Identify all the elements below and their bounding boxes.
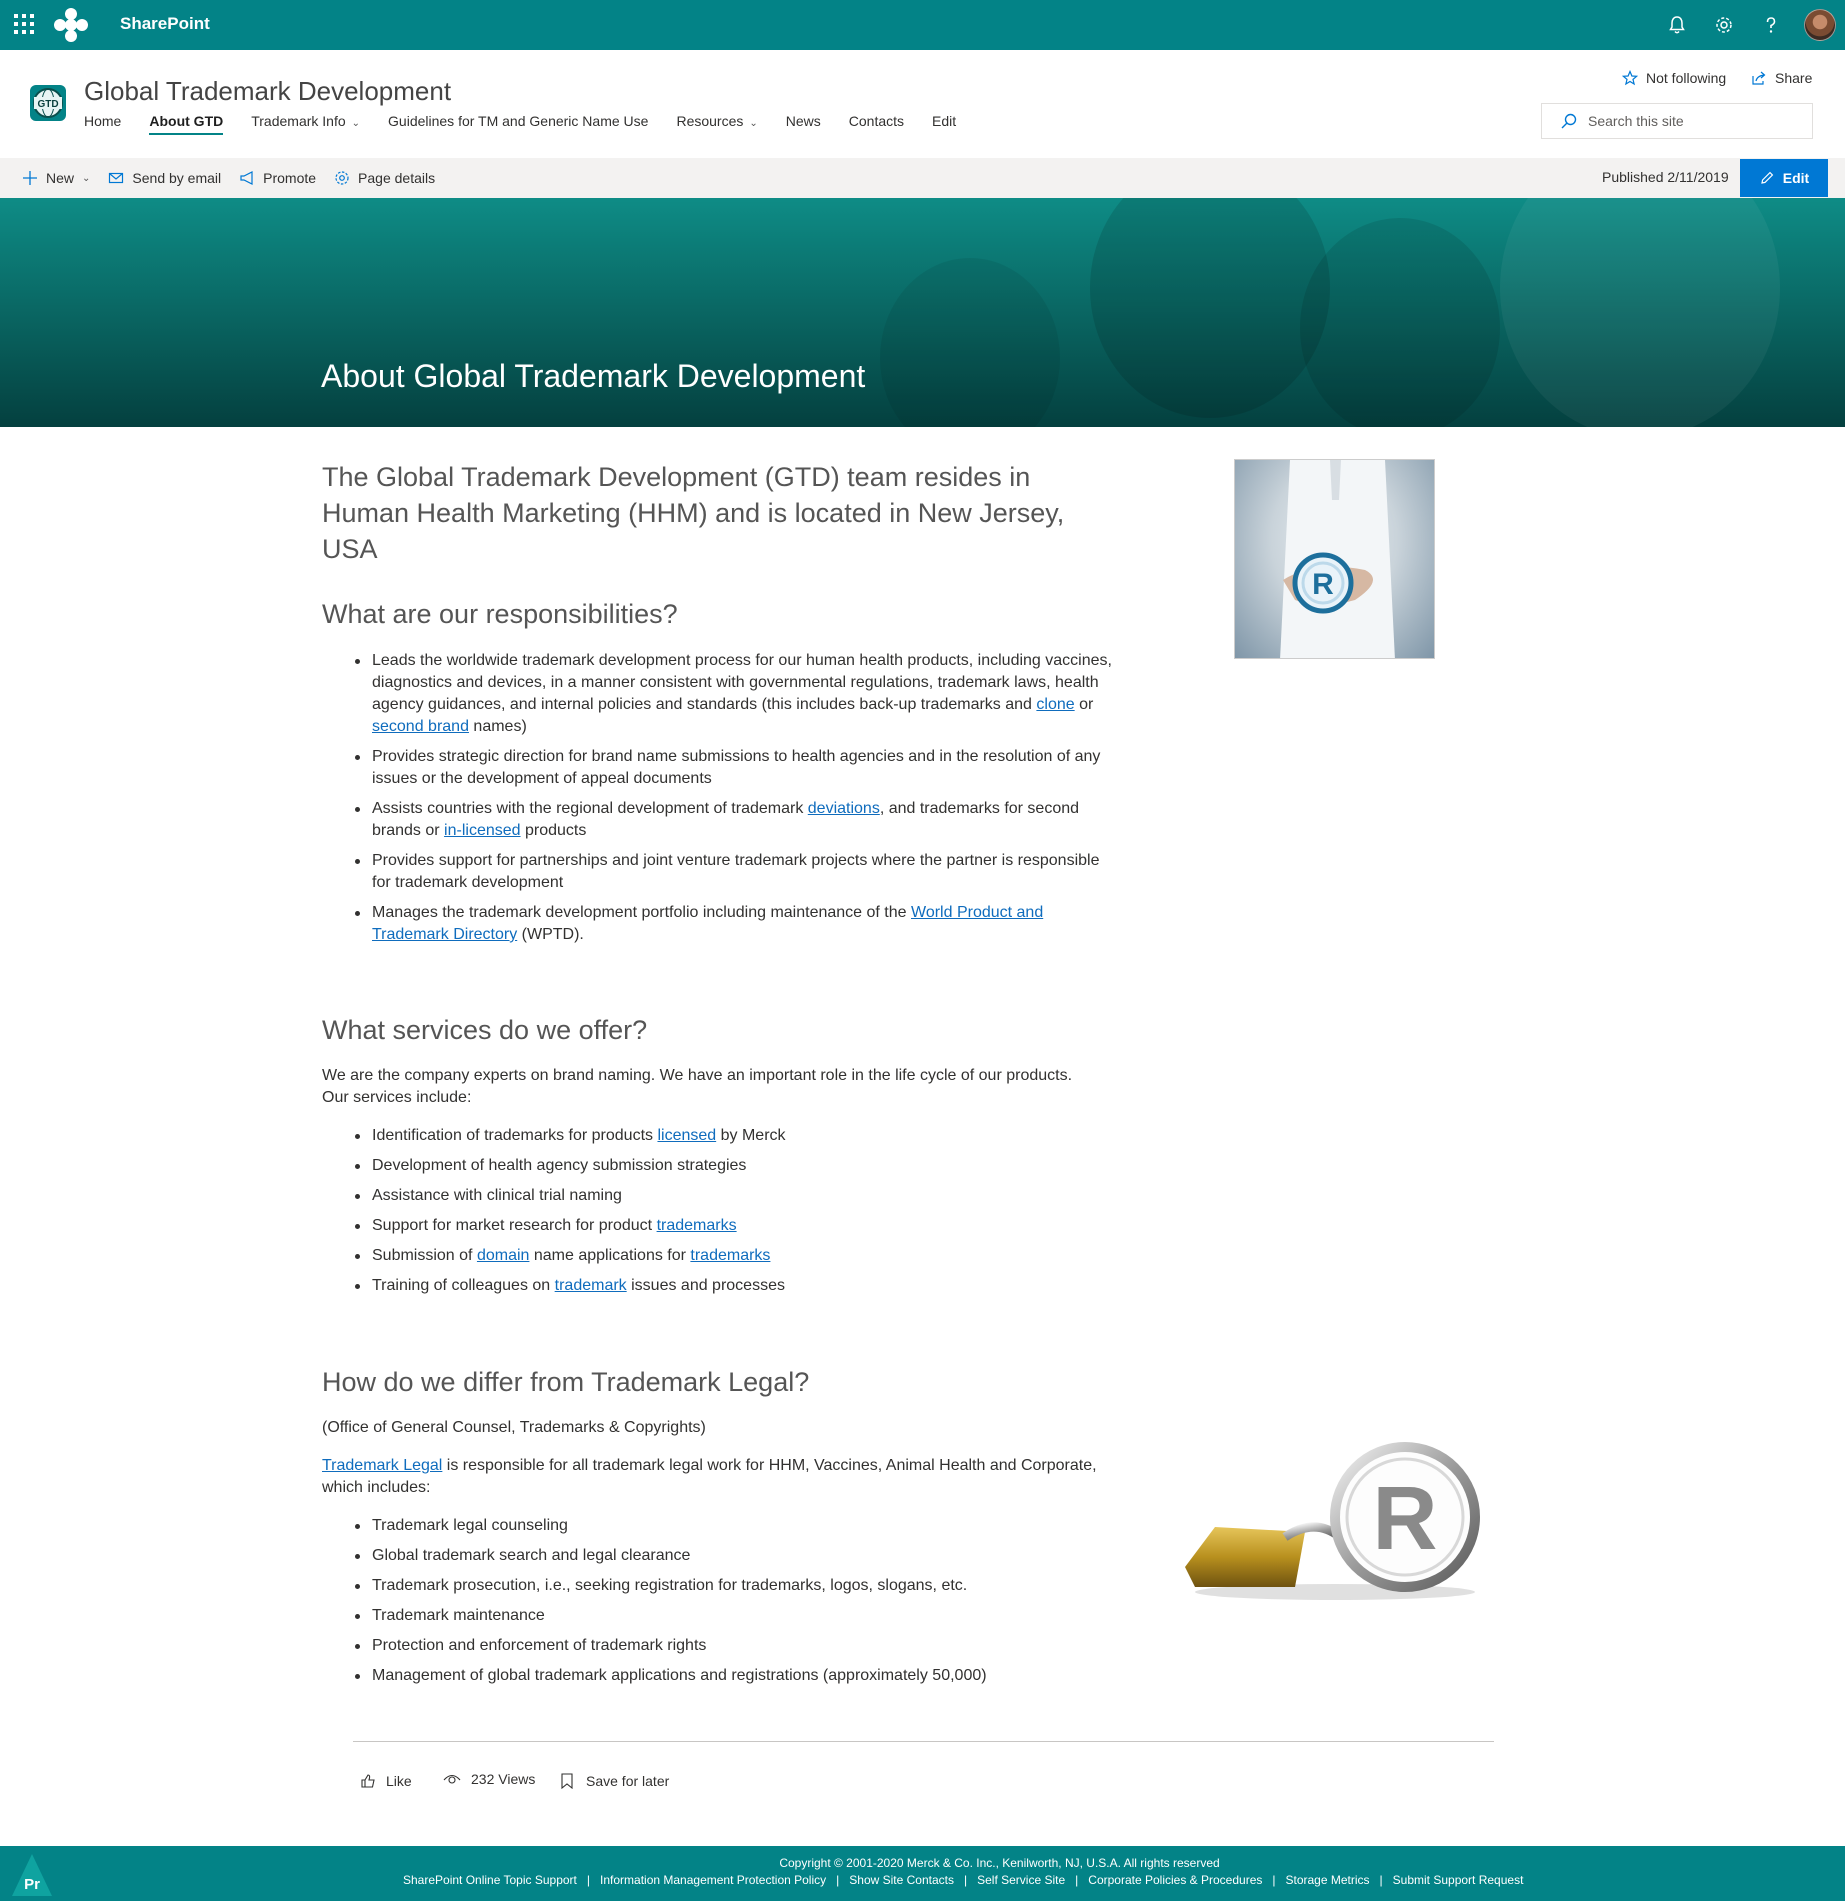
deviations-link[interactable]: deviations: [807, 800, 880, 817]
list-item: Provides support for partnerships and joint venture trademark projects where the partner is responsible for trademark development: [322, 850, 1112, 894]
waffle-icon[interactable]: [14, 14, 34, 34]
nav-label: Contacts: [848, 113, 905, 129]
gear-icon[interactable]: [1713, 14, 1735, 36]
footer-link[interactable]: Submit Support Request: [1392, 1873, 1524, 1887]
nav-label: Edit: [932, 113, 957, 129]
views-count: [443, 1771, 535, 1787]
svg-text:R: R: [1372, 1469, 1438, 1569]
send-label: Send by email: [132, 170, 222, 186]
hero-bg-shape: [1300, 218, 1500, 427]
nav-label: News: [785, 113, 821, 129]
list-item: [322, 902, 1112, 946]
nav-guidelines[interactable]: [388, 112, 648, 142]
new-button[interactable]: [22, 170, 90, 186]
svg-text:R: R: [1312, 568, 1334, 601]
text: , and trademarks for second brands or: [372, 800, 1080, 839]
follow-label: Not following: [1646, 70, 1727, 86]
list-item: Trademark maintenance: [322, 1605, 1112, 1627]
text: or: [1074, 696, 1094, 713]
legal-heading: How do we differ from Trademark Legal?: [322, 1367, 810, 1397]
published-date: Published 2/11/2019: [1602, 169, 1729, 185]
site-header: [0, 50, 1845, 158]
divider: [353, 1741, 1494, 1742]
details-label: Page details: [358, 170, 436, 186]
share-icon: [1751, 70, 1767, 86]
hero-bg-shape: [880, 258, 1060, 427]
mail-icon: [108, 170, 124, 186]
separator: |: [963, 1873, 968, 1887]
text: Manages the trademark development portfolio including maintenance of the: [372, 904, 911, 921]
nav-label: Home: [84, 113, 122, 129]
star-icon: [1622, 70, 1638, 86]
clone-link[interactable]: clone: [1036, 696, 1075, 713]
merck-logo[interactable]: [54, 8, 88, 42]
search-box[interactable]: [1541, 103, 1813, 139]
promote-label: Promote: [263, 170, 317, 186]
text: names): [468, 718, 527, 735]
hero-bg-shape: [1090, 198, 1330, 418]
list-item: Protection and enforcement of trademark rights: [322, 1635, 1112, 1657]
pr-logo-text: Pr: [24, 1876, 40, 1893]
like-button[interactable]: [360, 1773, 412, 1789]
help-icon[interactable]: [1760, 14, 1782, 36]
responsibilities-list: [322, 650, 1112, 946]
nav-contacts[interactable]: [849, 112, 904, 142]
app-name[interactable]: SharePoint: [120, 14, 210, 33]
list-item: [322, 1275, 1112, 1297]
site-footer: [0, 1846, 1845, 1901]
share-label: Share: [1775, 70, 1813, 86]
trademark-link[interactable]: trademark: [554, 1277, 627, 1294]
text: Identification of trademarks for products: [372, 1127, 658, 1144]
text: products: [520, 822, 587, 839]
domain-link[interactable]: domain: [476, 1247, 530, 1264]
nav-home[interactable]: [84, 112, 121, 142]
list-item: Trademark prosecution, i.e., seeking registration for trademarks, logos, slogans, etc.: [322, 1575, 1112, 1597]
services-list: [322, 1125, 1112, 1297]
hero-banner: [0, 198, 1845, 427]
hero-bg-shape: [1500, 198, 1780, 427]
save-for-later-button[interactable]: [560, 1773, 669, 1789]
footer-link[interactable]: SharePoint Online Topic Support: [403, 1873, 577, 1887]
separator: |: [1379, 1873, 1383, 1887]
save-label: Save for later: [586, 1773, 670, 1789]
nav-label: About GTD: [149, 113, 224, 129]
list-item: [322, 650, 1112, 738]
site-logo-text: GTD: [37, 99, 59, 110]
suite-bar: [0, 0, 1845, 50]
edit-button[interactable]: [1740, 159, 1828, 197]
command-bar: [0, 158, 1845, 198]
second-brand-link[interactable]: second brand: [372, 718, 469, 735]
wptd-link[interactable]: World Product and Trademark Directory: [372, 904, 1044, 943]
search-input[interactable]: [1588, 113, 1798, 129]
list-item: Trademark legal counseling: [322, 1515, 1112, 1537]
nav-news[interactable]: [786, 112, 821, 142]
avatar[interactable]: [1804, 9, 1836, 41]
in-licensed-link[interactable]: in-licensed: [444, 822, 521, 839]
chevron-down-icon: ⌄: [351, 118, 361, 129]
edit-label: Edit: [1782, 170, 1810, 186]
page-title: About Global Trademark Development: [321, 358, 866, 394]
footer-links: [403, 1873, 1523, 1887]
list-item: [322, 1245, 1112, 1267]
text: (WPTD).: [517, 926, 584, 943]
megaphone-icon: [239, 170, 255, 186]
list-item: [322, 1125, 1112, 1147]
registered-mark-hand-illustration: [1235, 460, 1435, 659]
list-item: [322, 798, 1112, 842]
new-label: New: [46, 170, 75, 186]
promote-button[interactable]: [239, 170, 316, 186]
registered-lock-image: [1175, 1437, 1485, 1607]
bell-icon[interactable]: [1666, 14, 1688, 36]
chevron-down-icon: ⌄: [82, 172, 91, 184]
separator: |: [1075, 1873, 1079, 1887]
nav-trademark-info[interactable]: [251, 112, 360, 142]
text: issues and processes: [626, 1277, 785, 1294]
legal-intro: [322, 1455, 1102, 1499]
separator: |: [836, 1873, 840, 1887]
send-by-email-button[interactable]: [108, 170, 221, 186]
text: Support for market research for product: [372, 1217, 657, 1234]
views-label: 232 Views: [471, 1771, 536, 1787]
list-item: Global trademark search and legal clearance: [322, 1545, 1112, 1567]
text: Submission of: [372, 1247, 477, 1264]
legal-list: [322, 1515, 1112, 1687]
like-label: Like: [386, 1773, 412, 1789]
registered-mark-hand-image: [1234, 459, 1435, 659]
trademarks-link[interactable]: trademarks: [690, 1247, 771, 1264]
site-title[interactable]: Global Trademark Development: [84, 76, 452, 106]
footer-link[interactable]: Storage Metrics: [1285, 1873, 1370, 1887]
page-details-icon: [334, 170, 350, 186]
footer-link[interactable]: Self Service Site: [977, 1873, 1066, 1887]
trademark-legal-link[interactable]: Trademark Legal: [322, 1457, 443, 1474]
nav-label: Trademark Info: [251, 113, 346, 129]
text: is responsible for all trademark legal work for HHM, Vaccines, Animal Health and Corporate, which includes:: [322, 1457, 1097, 1496]
site-logo[interactable]: [30, 85, 66, 121]
text: Training of colleagues on: [372, 1277, 555, 1294]
pencil-icon: [1759, 170, 1775, 186]
footer-link[interactable]: Show Site Contacts: [849, 1873, 954, 1887]
page-details-button[interactable]: [334, 170, 435, 186]
chevron-down-icon: ⌄: [749, 118, 758, 129]
footer-link[interactable]: Information Management Protection Policy: [600, 1873, 827, 1887]
lead-text: The Global Trademark Development (GTD) team resides in Human Health Marketing (HHM) and is located in New Jersey, USA: [322, 462, 1065, 564]
like-icon: [360, 1773, 376, 1789]
views-icon: [443, 1771, 461, 1787]
list-item: Development of health agency submission strategies: [322, 1155, 1112, 1177]
text: by Merck: [716, 1127, 786, 1144]
nav-label: Guidelines for TM and Generic Name Use: [388, 113, 649, 129]
services-intro: We are the company experts on brand naming. We have an important role in the life cycle of our products. Our services include:: [322, 1067, 1073, 1106]
site-navigation: [84, 112, 984, 142]
follow-button[interactable]: [1622, 70, 1726, 86]
text: Assists countries with the regional development of trademark: [372, 800, 808, 817]
trademarks-link[interactable]: trademarks: [656, 1217, 737, 1234]
legal-subtitle: (Office of General Counsel, Trademarks & Copyrights): [322, 1419, 706, 1436]
bookmark-icon: [560, 1773, 574, 1789]
services-heading: What services do we offer?: [322, 1015, 648, 1045]
separator: |: [586, 1873, 591, 1887]
search-icon: [1560, 112, 1578, 130]
copyright: Copyright © 2001-2020 Merck & Co. Inc., Kenilworth, NJ, U.S.A. All rights reserved: [779, 1856, 1220, 1870]
plus-icon: [22, 170, 38, 186]
nav-resources[interactable]: [676, 112, 757, 142]
footer-link[interactable]: Corporate Policies & Procedures: [1088, 1873, 1263, 1887]
list-item: Assistance with clinical trial naming: [322, 1185, 1112, 1207]
list-item: [322, 1215, 1112, 1237]
list-item: Provides strategic direction for brand name submissions to health agencies and in the resolution of any issues or the development of appeal documents: [322, 746, 1112, 790]
text: Leads the worldwide trademark development process for our human health products, including vaccines, diagnostics and devices, in a manner consistent with governmental regulations, trademark laws, health agency guidances, and internal policies and standards (this includes back-up trademarks and: [372, 652, 1112, 713]
licensed-link[interactable]: licensed: [657, 1127, 717, 1144]
nav-edit[interactable]: [932, 112, 956, 142]
nav-about-gtd[interactable]: [149, 112, 223, 142]
responsibilities-heading: What are our responsibilities?: [322, 599, 678, 629]
list-item: Management of global trademark applications and registrations (approximately 50,000): [322, 1665, 1112, 1687]
separator: |: [1272, 1873, 1276, 1887]
text: name applications for: [529, 1247, 691, 1264]
nav-label: Resources: [676, 113, 744, 129]
share-button[interactable]: [1751, 70, 1812, 86]
